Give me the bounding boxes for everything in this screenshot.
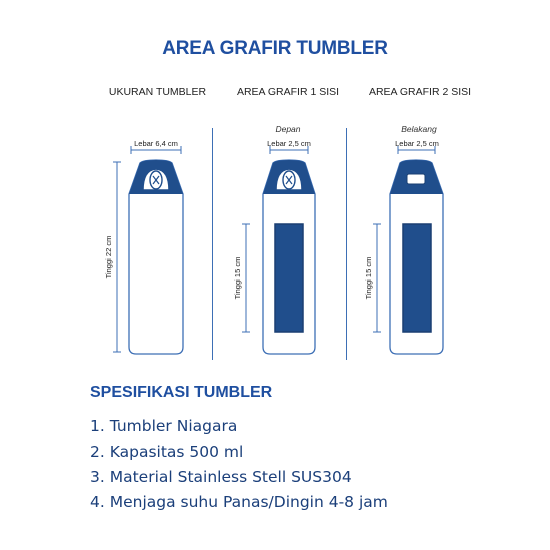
width-dimension	[267, 139, 311, 154]
spec-item: 4. Menjaga suhu Panas/Dingin 4-8 jam	[90, 493, 388, 511]
engraving-area-back	[403, 224, 431, 332]
column-divider	[346, 128, 347, 360]
specs-title: SPESIFIKASI TUMBLER	[90, 384, 273, 401]
tumbler-bottle	[263, 160, 315, 354]
side-label-front: Depan	[275, 124, 301, 134]
tumbler-front-diagram	[228, 132, 328, 362]
width-dimension	[131, 139, 181, 154]
height-label: Tinggi 15 cm	[364, 256, 373, 300]
tumbler-bottle	[390, 160, 443, 354]
column-heading-size: UKURAN TUMBLER	[108, 86, 207, 98]
page-title: AREA GRAFIR TUMBLER	[162, 38, 388, 59]
spec-item: 2. Kapasitas 500 ml	[90, 443, 244, 461]
height-label: Tinggi 15 cm	[233, 256, 242, 300]
column-heading-two-side: AREA GRAFIR 2 SISI	[368, 86, 472, 98]
column-heading-one-side: AREA GRAFIR 1 SISI	[236, 86, 340, 98]
column-divider	[212, 128, 213, 360]
width-label: Lebar 6,4 cm	[134, 139, 178, 148]
tumbler-back-diagram	[360, 132, 460, 362]
tumbler-bottle	[129, 160, 183, 354]
height-dimension	[233, 224, 250, 332]
side-label-back: Belakang	[401, 124, 437, 134]
height-dimension	[364, 224, 381, 332]
width-dimension	[395, 139, 439, 154]
width-label: Lebar 2,5 cm	[267, 139, 311, 148]
height-dimension	[104, 162, 121, 352]
width-label: Lebar 2,5 cm	[395, 139, 439, 148]
engraving-area-front	[275, 224, 303, 332]
spec-item: 1. Tumbler Niagara	[90, 417, 238, 435]
height-label: Tinggi 22 cm	[104, 235, 113, 279]
tumbler-size-diagram	[100, 132, 200, 362]
spec-item: 3. Material Stainless Stell SUS304	[90, 468, 352, 486]
